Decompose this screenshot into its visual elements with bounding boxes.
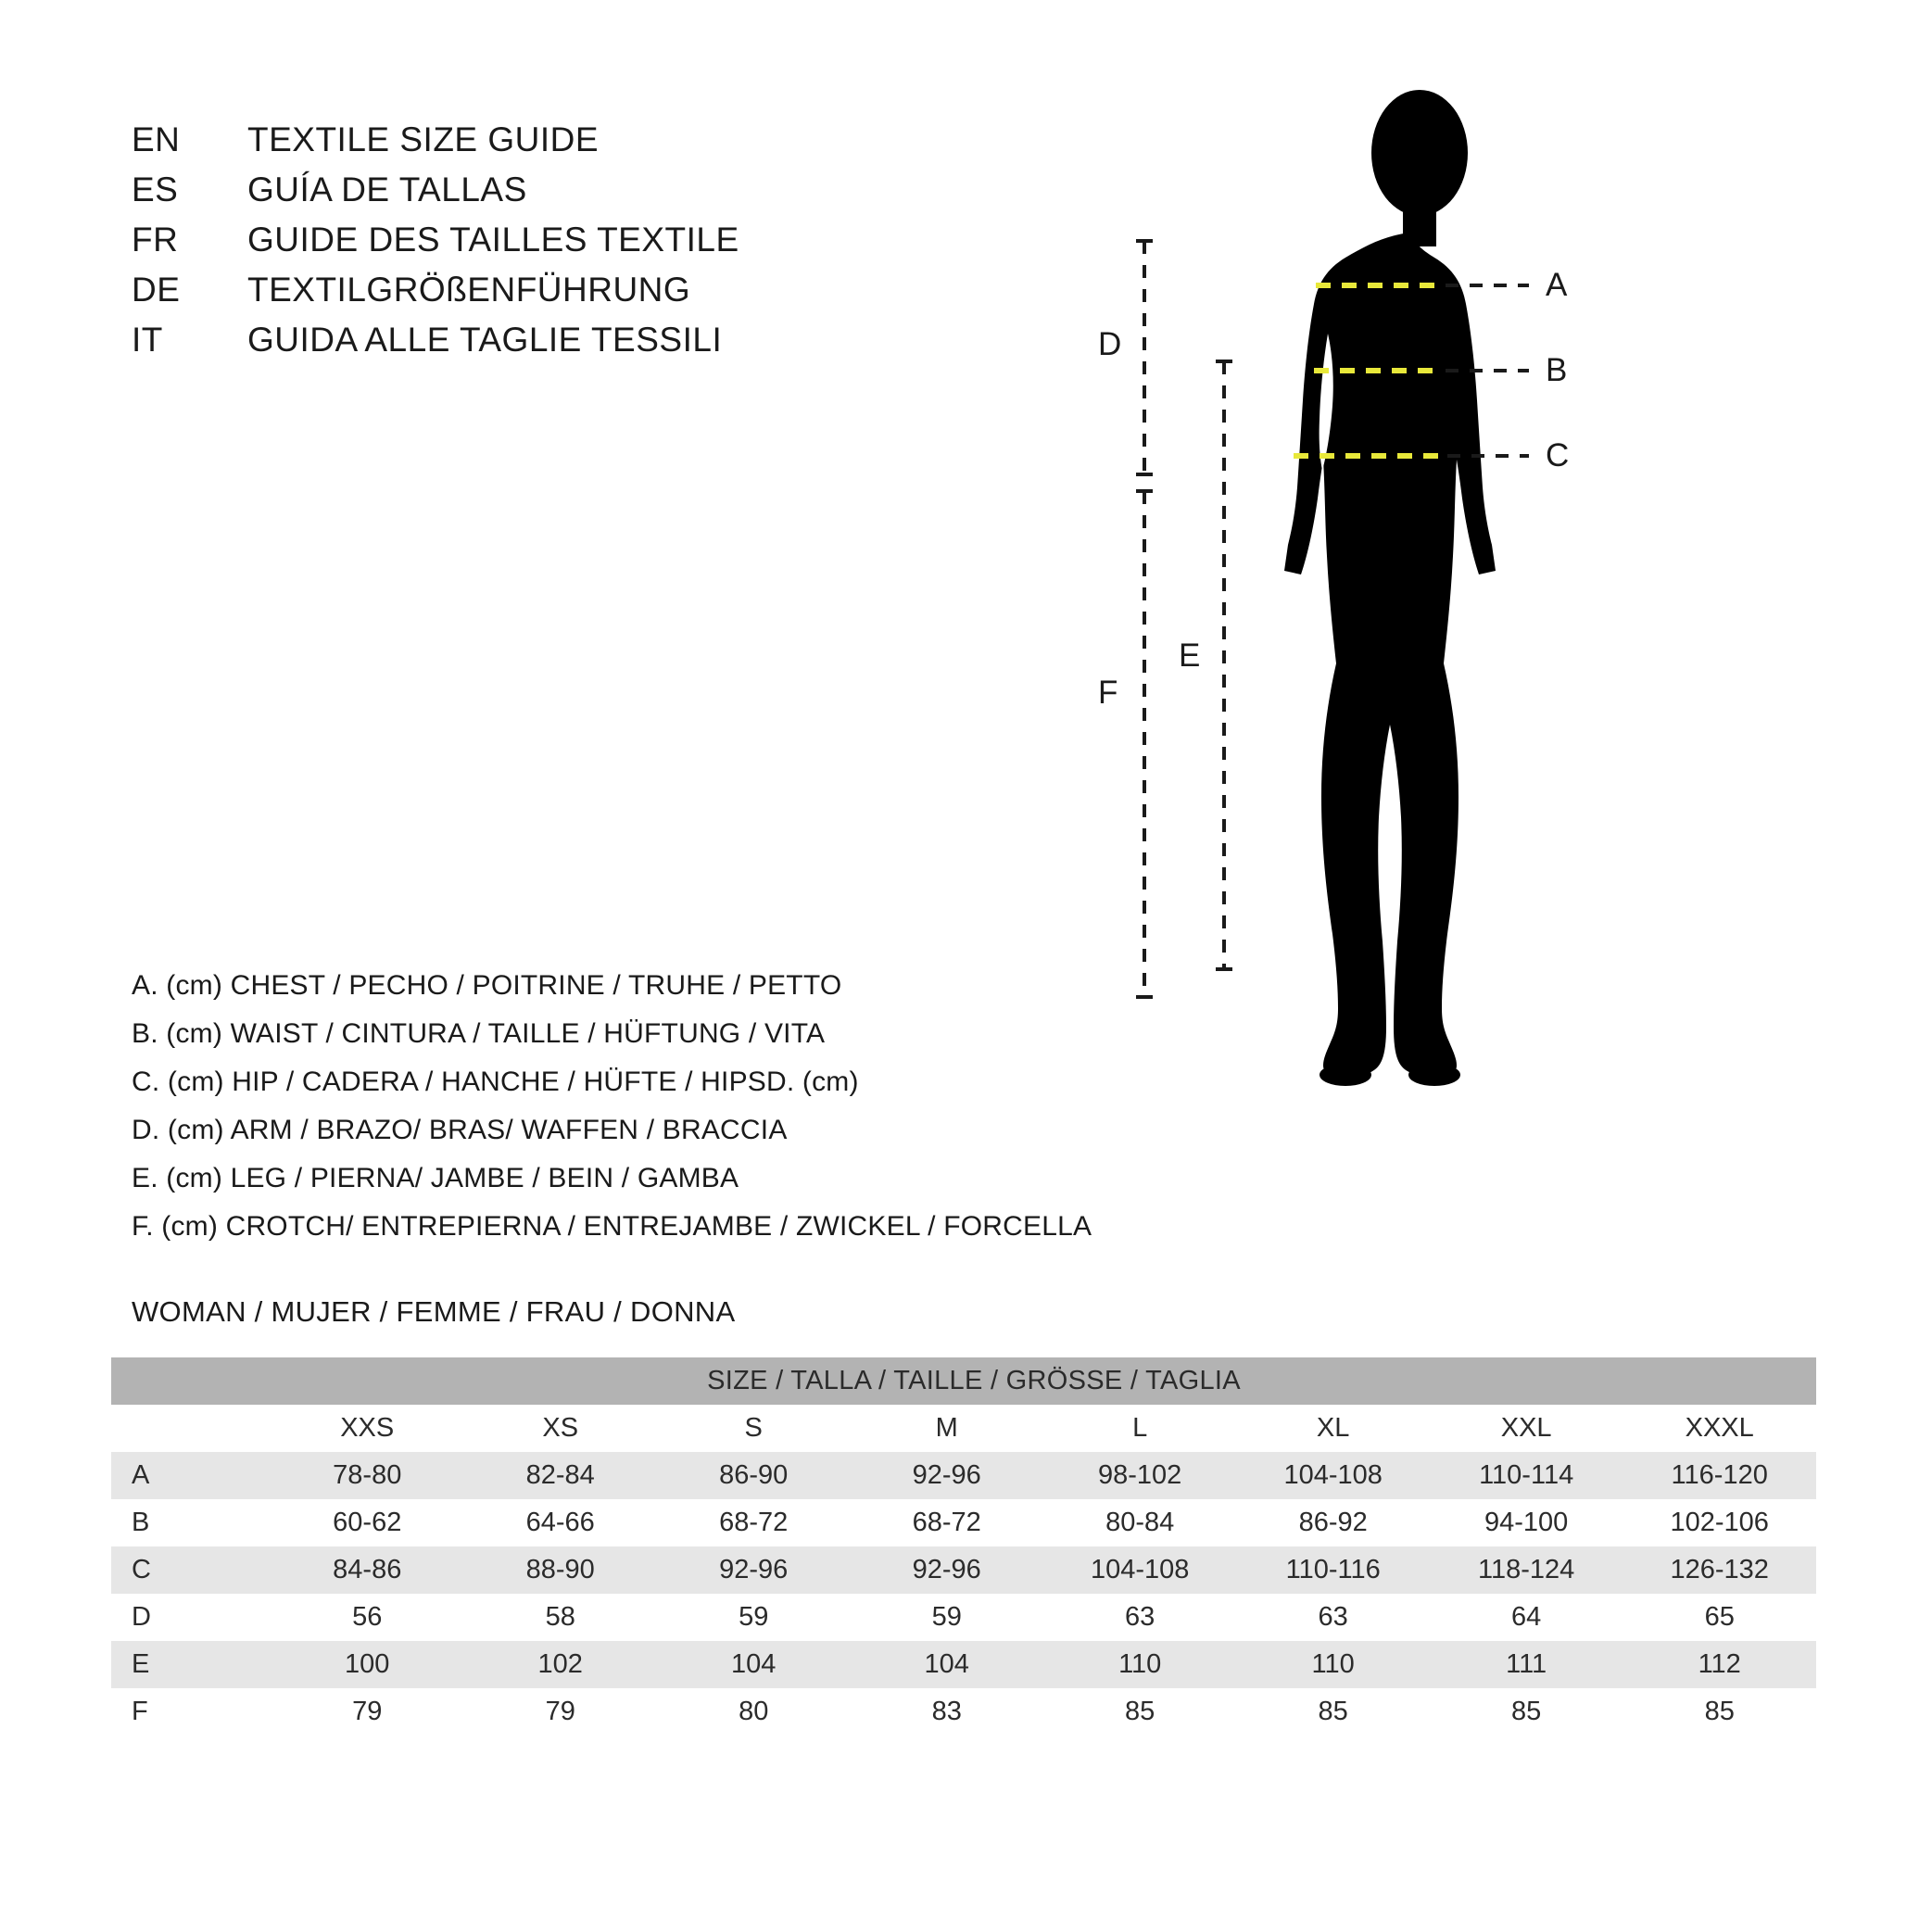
title-row xyxy=(132,120,891,170)
cell-c-s: 92-96 xyxy=(657,1546,850,1594)
title-row xyxy=(132,271,891,321)
cell-d-xxs: 56 xyxy=(271,1594,463,1641)
cell-f-xxxl: 85 xyxy=(1623,1688,1816,1735)
cell-f-xl: 85 xyxy=(1236,1688,1429,1735)
title-text-es: GUÍA DE TALLAS xyxy=(247,170,527,208)
cell-e-xxl: 111 xyxy=(1430,1641,1623,1688)
cell-d-xs: 58 xyxy=(463,1594,656,1641)
title-row xyxy=(132,321,891,371)
cell-c-l: 104-108 xyxy=(1043,1546,1236,1594)
cell-f-l: 85 xyxy=(1043,1688,1236,1735)
cell-e-xxxl: 112 xyxy=(1623,1641,1816,1688)
table-size-row xyxy=(111,1405,1816,1452)
cell-c-xxxl: 126-132 xyxy=(1623,1546,1816,1594)
cell-d-xxxl: 65 xyxy=(1623,1594,1816,1641)
cell-b-m: 68-72 xyxy=(850,1499,1042,1546)
cell-f-xs: 79 xyxy=(463,1688,656,1735)
cell-f-m: 83 xyxy=(850,1688,1042,1735)
title-lang-fr: FR xyxy=(132,221,179,259)
vertical-brackets xyxy=(1136,241,1232,997)
cell-e-l: 110 xyxy=(1043,1641,1236,1688)
cell-e-xxs: 100 xyxy=(271,1641,463,1688)
cell-a-xxxl: 116-120 xyxy=(1623,1452,1816,1499)
cell-b-l: 80-84 xyxy=(1043,1499,1236,1546)
legend-line-b: B. (cm) WAIST / CINTURA / TAILLE / HÜFTUNG / VITA xyxy=(132,1018,826,1049)
size-col-xs: XS xyxy=(463,1405,656,1452)
table-header-band xyxy=(111,1357,1816,1405)
row-label-c: C xyxy=(111,1546,271,1594)
legend-block xyxy=(132,962,1225,1251)
cell-a-xxs: 78-80 xyxy=(271,1452,463,1499)
size-col-s: S xyxy=(657,1405,850,1452)
cell-f-xxs: 79 xyxy=(271,1688,463,1735)
cell-f-xxl: 85 xyxy=(1430,1688,1623,1735)
legend-line-a: A. (cm) CHEST / PECHO / POITRINE / TRUHE / PETTO xyxy=(132,970,842,1001)
cell-a-l: 98-102 xyxy=(1043,1452,1236,1499)
cell-b-xxxl: 102-106 xyxy=(1623,1499,1816,1546)
title-lang-de: DE xyxy=(132,271,181,309)
woman-category-caption: WOMAN / MUJER / FEMME / FRAU / DONNA xyxy=(132,1295,736,1328)
cell-b-s: 68-72 xyxy=(657,1499,850,1546)
table-row xyxy=(111,1688,1816,1735)
title-text-de: TEXTILGRÖßENFÜHRUNG xyxy=(247,271,691,309)
marker-label-a: A xyxy=(1546,267,1568,303)
row-label-a: A xyxy=(111,1452,271,1499)
marker-label-c: C xyxy=(1546,437,1570,473)
cell-d-l: 63 xyxy=(1043,1594,1236,1641)
table-corner-cell xyxy=(111,1405,271,1452)
size-col-xxxl: XXXL xyxy=(1623,1405,1816,1452)
cell-c-m: 92-96 xyxy=(850,1546,1042,1594)
marker-label-d: D xyxy=(1098,326,1122,362)
marker-label-e: E xyxy=(1179,637,1201,674)
cell-b-xxs: 60-62 xyxy=(271,1499,463,1546)
marker-label-f: F xyxy=(1098,675,1118,711)
size-col-l: L xyxy=(1043,1405,1236,1452)
row-label-d: D xyxy=(111,1594,271,1641)
legend-line-f: F. (cm) CROTCH/ ENTREPIERNA / ENTREJAMBE / ZWICKEL / FORCELLA xyxy=(132,1211,1092,1242)
cell-c-xxs: 84-86 xyxy=(271,1546,463,1594)
cell-a-xl: 104-108 xyxy=(1236,1452,1429,1499)
table-header-label: SIZE / TALLA / TAILLE / GRÖSSE / TAGLIA xyxy=(111,1357,1816,1405)
cell-e-m: 104 xyxy=(850,1641,1042,1688)
cell-e-xs: 102 xyxy=(463,1641,656,1688)
cell-d-xl: 63 xyxy=(1236,1594,1429,1641)
title-text-fr: GUIDE DES TAILLES TEXTILE xyxy=(247,221,739,259)
cell-c-xs: 88-90 xyxy=(463,1546,656,1594)
cell-b-xxl: 94-100 xyxy=(1430,1499,1623,1546)
cell-e-s: 104 xyxy=(657,1641,850,1688)
table-row xyxy=(111,1452,1816,1499)
title-row xyxy=(132,170,891,221)
legend-line-c: C. (cm) HIP / CADERA / HANCHE / HÜFTE / HIPSD. (cm) xyxy=(132,1066,859,1097)
cell-a-s: 86-90 xyxy=(657,1452,850,1499)
title-block xyxy=(132,120,891,371)
woman-silhouette-shape xyxy=(1284,90,1496,1086)
row-label-e: E xyxy=(111,1641,271,1688)
cell-a-xs: 82-84 xyxy=(463,1452,656,1499)
cell-d-m: 59 xyxy=(850,1594,1042,1641)
cell-a-xxl: 110-114 xyxy=(1430,1452,1623,1499)
cell-a-m: 92-96 xyxy=(850,1452,1042,1499)
title-lang-es: ES xyxy=(132,170,179,208)
size-table xyxy=(111,1357,1816,1735)
cell-d-s: 59 xyxy=(657,1594,850,1641)
size-col-m: M xyxy=(850,1405,1042,1452)
title-text-en: TEXTILE SIZE GUIDE xyxy=(247,120,600,158)
table-row xyxy=(111,1594,1816,1641)
size-col-xxl: XXL xyxy=(1430,1405,1623,1452)
cell-b-xs: 64-66 xyxy=(463,1499,656,1546)
title-row xyxy=(132,221,891,271)
size-col-xl: XL xyxy=(1236,1405,1429,1452)
cell-e-xl: 110 xyxy=(1236,1641,1429,1688)
cell-f-s: 80 xyxy=(657,1688,850,1735)
title-lang-it: IT xyxy=(132,321,163,359)
title-lang-en: EN xyxy=(132,120,181,158)
row-label-b: B xyxy=(111,1499,271,1546)
table-row xyxy=(111,1499,1816,1546)
cell-b-xl: 86-92 xyxy=(1236,1499,1429,1546)
table-row xyxy=(111,1641,1816,1688)
title-text-it: GUIDA ALLE TAGLIE TESSILI xyxy=(247,321,723,359)
marker-label-b: B xyxy=(1546,352,1568,388)
legend-line-e: E. (cm) LEG / PIERNA/ JAMBE / BEIN / GAMBA xyxy=(132,1163,739,1193)
size-col-xxs: XXS xyxy=(271,1405,463,1452)
cell-c-xxl: 118-124 xyxy=(1430,1546,1623,1594)
cell-d-xxl: 64 xyxy=(1430,1594,1623,1641)
legend-line-d: D. (cm) ARM / BRAZO/ BRAS/ WAFFEN / BRACCIA xyxy=(132,1115,788,1145)
row-label-f: F xyxy=(111,1688,271,1735)
cell-c-xl: 110-116 xyxy=(1236,1546,1429,1594)
table-row xyxy=(111,1546,1816,1594)
